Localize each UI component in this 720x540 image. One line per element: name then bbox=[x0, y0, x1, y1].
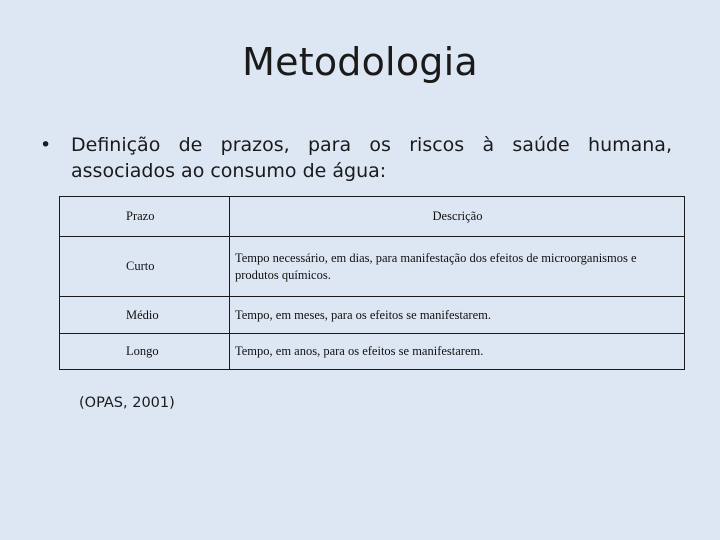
bullet-dot-icon: • bbox=[40, 134, 52, 156]
cell-descricao: Tempo, em anos, para os efeitos se manifestarem. bbox=[230, 334, 685, 370]
cell-descricao: Tempo, em meses, para os efeitos se manifestarem. bbox=[230, 297, 685, 334]
slide-title: Metodologia bbox=[242, 40, 478, 84]
cell-prazo: Longo bbox=[60, 334, 230, 370]
header-descricao: Descrição bbox=[230, 197, 685, 237]
table-header-row bbox=[60, 197, 685, 237]
cell-descricao: Tempo necessário, em dias, para manifestação dos efeitos de microorganismos e produtos químicos. bbox=[230, 237, 685, 297]
table-row bbox=[60, 237, 685, 297]
bullet-text: Definição de prazos, para os riscos à saúde humana, associados ao consumo de água: bbox=[71, 134, 672, 182]
cell-prazo: Médio bbox=[60, 297, 230, 334]
prazos-table bbox=[59, 196, 685, 370]
bullet-item bbox=[40, 132, 672, 184]
cell-prazo: Curto bbox=[60, 237, 230, 297]
citation: (OPAS, 2001) bbox=[79, 395, 175, 411]
table-row bbox=[60, 297, 685, 334]
header-prazo: Prazo bbox=[60, 197, 230, 237]
table-row bbox=[60, 334, 685, 370]
